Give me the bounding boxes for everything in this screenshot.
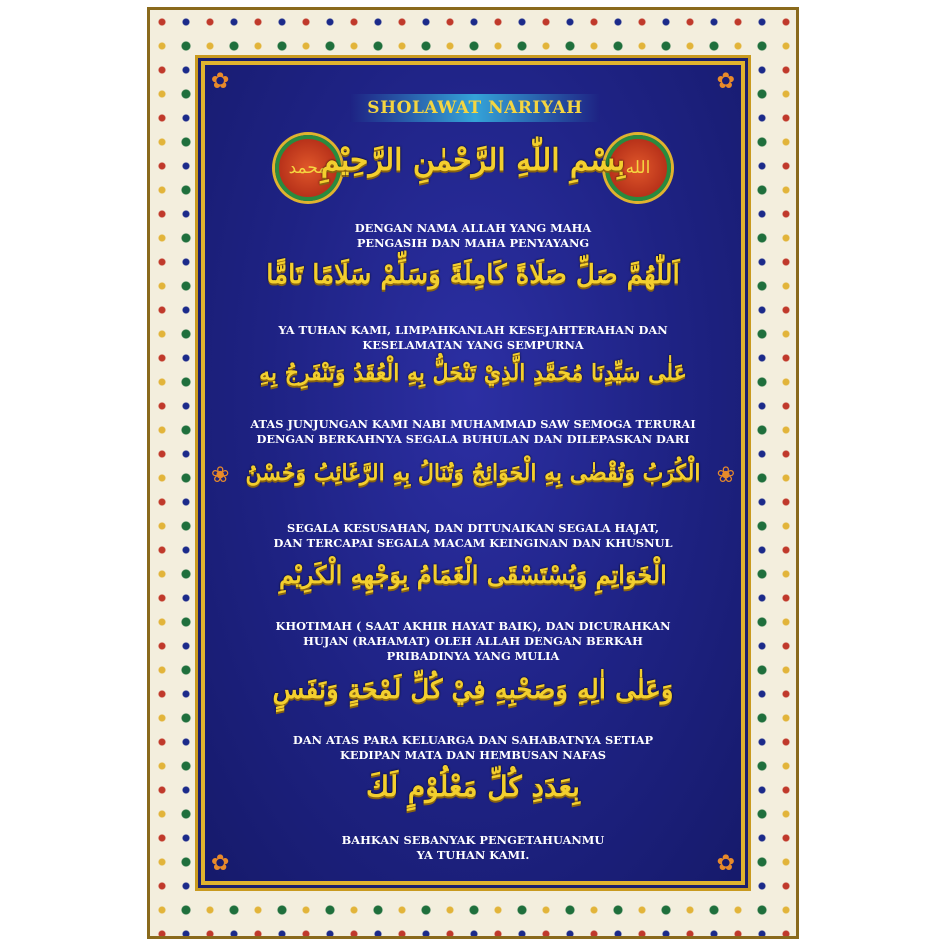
translation-line: SEGALA KESUSAHAN, DAN DITUNAIKAN SEGALA HAJAT,	[287, 521, 659, 535]
verse-6-translation	[205, 733, 741, 763]
title-banner	[350, 94, 600, 122]
verse-1-translation	[205, 221, 741, 251]
translation-line: KESELAMATAN YANG SEMPURNA	[362, 338, 584, 352]
translation-line: KHOTIMAH ( SAAT AKHIR HAYAT BAIK), DAN DICURAHKAN	[275, 619, 671, 633]
translation-line: PENGASIH DAN MAHA PENYAYANG	[356, 236, 590, 250]
translation-line: DAN ATAS PARA KELUARGA DAN SAHABATNYA SETIAP	[292, 733, 654, 747]
flower-ornament-icon: ❀	[211, 463, 230, 488]
translation-line: YA TUHAN KAMI, LIMPAHKANLAH KESEJAHTERAHAN DAN	[278, 323, 668, 337]
translation-line: KEDIPAN MATA DAN HEMBUSAN NAFAS	[339, 748, 607, 762]
verse-7-arabic: بِعَدَدِ كُلِّ مَعْلُوْمٍ لَكَ	[366, 770, 580, 803]
flower-ornament-icon: ✿	[716, 69, 735, 94]
flower-ornament-icon: ❀	[716, 463, 735, 488]
poster-panel	[201, 61, 745, 885]
verse-7-translation	[205, 833, 741, 863]
poster	[147, 7, 799, 939]
medallion-muhammad-text: محمد	[288, 158, 328, 178]
translation-line: BAHKAN SEBANYAK PENGETAHUANMU	[341, 833, 605, 847]
verse-4-arabic: الْكُرَبُ وَتُقْضٰى بِهِ الْحَوَائِجُ وَتُنَالُ بِهِ الرَّغَائِبُ وَحُسْنُ	[245, 460, 701, 486]
flower-ornament-icon: ✿	[211, 69, 230, 94]
translation-line: DAN TERCAPAI SEGALA MACAM KEINGINAN DAN KHUSNUL	[273, 536, 673, 550]
translation-line: DENGAN NAMA ALLAH YANG MAHA	[354, 221, 592, 235]
verse-5-arabic: الْخَوَاتِمِ وَيُسْتَسْقَى الْغَمَامُ بِوَجْهِهِ الْكَرِيْمِ	[279, 560, 667, 589]
verse-3-arabic: عَلٰى سَيِّدِنَا مُحَمَّدِ الَّذِيْ تَنْحَلُّ بِهِ الْعُقَدُ وَتَنْفَرِجُ بِهِ	[259, 360, 687, 386]
translation-line: HUJAN (RAHAMAT) OLEH ALLAH DENGAN BERKAH	[303, 634, 643, 648]
verse-4-translation	[205, 521, 741, 551]
verse-6-arabic: وَعَلٰى اٰلِهِ وَصَحْبِهِ فِيْ كُلِّ لَمْحَةٍ وَنَفَسٍ	[272, 675, 674, 705]
poster-title: SHOLAWAT NARIYAH	[367, 98, 583, 118]
verse-2-translation	[205, 323, 741, 353]
verse-1-arabic: بِسْمِ اللّٰهِ الرَّحْمٰنِ الرَّحِيْمِ	[320, 143, 626, 178]
flower-ornament-icon: ✿	[211, 851, 230, 876]
flower-ornament-icon: ✿	[716, 851, 735, 876]
verse-5-translation	[205, 619, 741, 664]
verse-2-arabic: اَللّٰهُمَّ صَلِّ صَلَاةً كَامِلَةً وَسَلِّمْ سَلَامًا تَامًّا	[266, 260, 680, 290]
verse-3-translation	[205, 417, 741, 447]
translation-line: DENGAN BERKAHNYA SEGALA BUHULAN DAN DILEPASKAN DARI	[256, 432, 690, 446]
translation-line: PRIBADINYA YANG MULIA	[386, 649, 560, 663]
medallion-allah-text: الله	[625, 158, 651, 178]
translation-line: YA TUHAN KAMI.	[416, 848, 530, 862]
translation-line: ATAS JUNJUNGAN KAMI NABI MUHAMMAD SAW SEMOGA TERURAI	[250, 417, 696, 431]
